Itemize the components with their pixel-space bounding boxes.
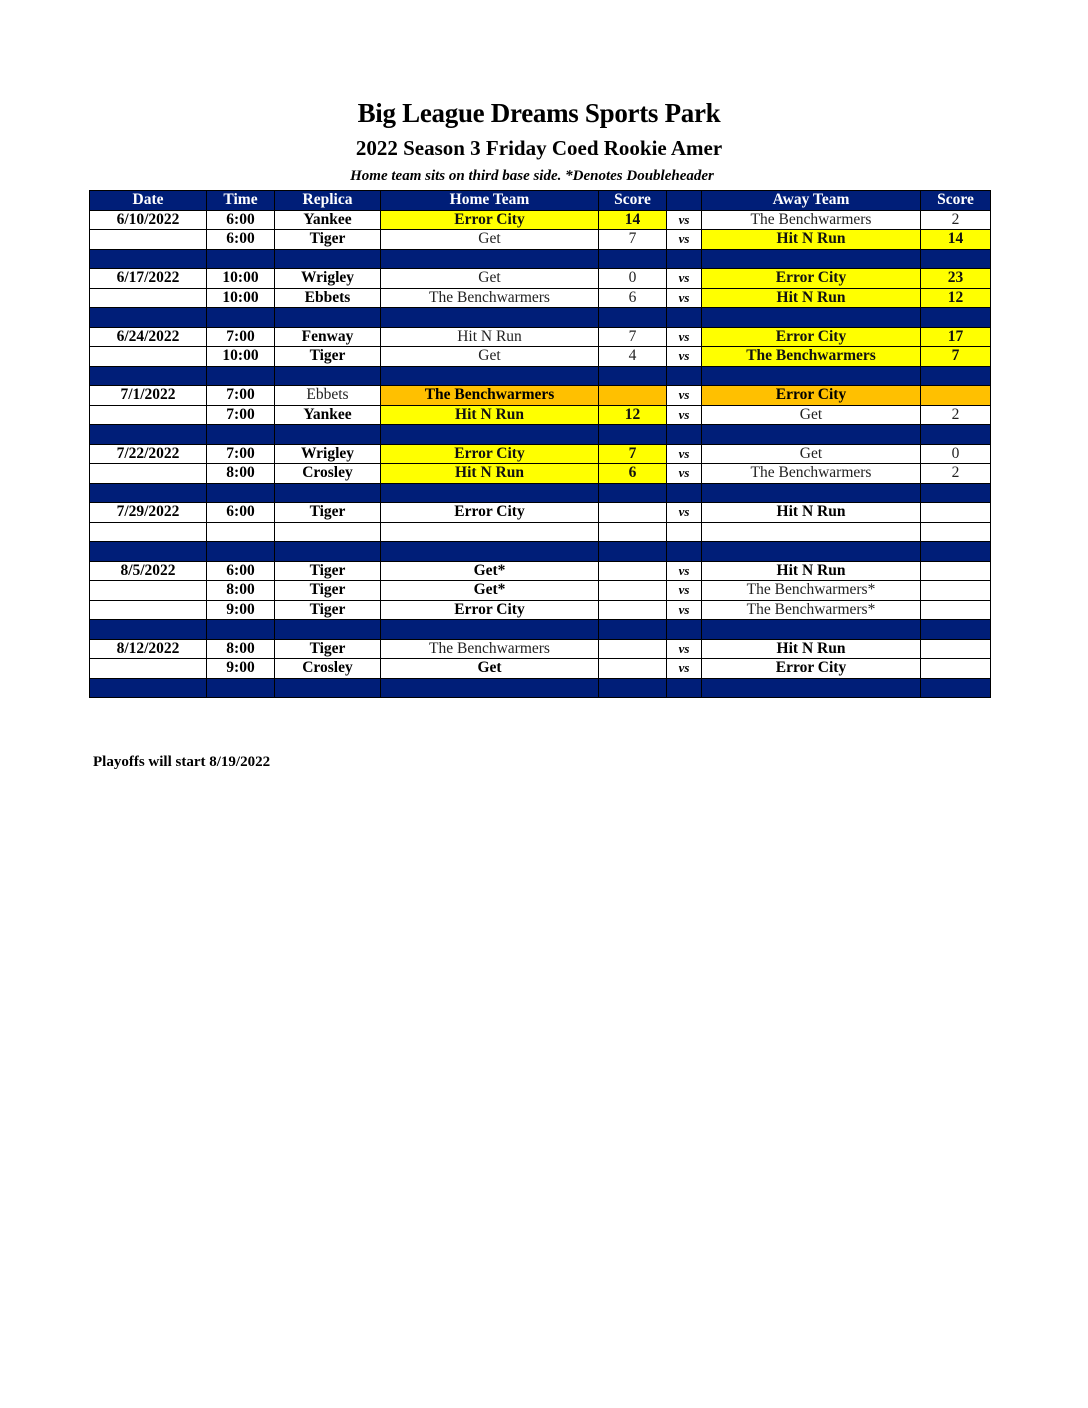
home-team-cell [381,522,599,542]
col-header-time: Time [207,191,275,211]
separator-cell [599,366,667,386]
week-separator-row [90,678,991,698]
separator-cell [381,542,599,562]
home-team-cell: The Benchwarmers [381,288,599,308]
separator-cell [90,425,207,445]
separator-cell [921,620,991,640]
time-cell: 6:00 [207,503,275,523]
time-cell: 9:00 [207,659,275,679]
separator-cell [275,483,381,503]
week-separator-row [90,620,991,640]
away-score-cell [921,659,991,679]
time-cell: 8:00 [207,581,275,601]
separator-cell [90,678,207,698]
date-cell [90,464,207,484]
schedule-table [89,190,991,698]
home-team-cell: Hit N Run [381,327,599,347]
week-separator-row [90,249,991,269]
game-row [90,522,991,542]
date-cell [90,347,207,367]
separator-cell [207,308,275,328]
separator-cell [599,425,667,445]
away-team-cell: Hit N Run [702,503,921,523]
replica-cell [275,522,381,542]
home-score-cell [599,600,667,620]
home-team-cell: Error City [381,600,599,620]
time-cell: 10:00 [207,347,275,367]
home-score-cell: 7 [599,444,667,464]
date-cell: 7/1/2022 [90,386,207,406]
game-row [90,444,991,464]
away-score-cell [921,522,991,542]
away-team-cell: Error City [702,386,921,406]
replica-cell: Ebbets [275,386,381,406]
home-score-cell [599,659,667,679]
vs-cell: vs [667,327,702,347]
separator-cell [599,542,667,562]
home-team-cell: Error City [381,503,599,523]
separator-cell [207,620,275,640]
page-subtitle: 2022 Season 3 Friday Coed Rookie Amer [355,136,723,160]
page-title: Big League Dreams Sports Park [357,98,721,128]
vs-cell: vs [667,659,702,679]
home-team-cell: Hit N Run [381,464,599,484]
home-team-cell: Get [381,347,599,367]
away-score-cell: 17 [921,327,991,347]
replica-cell: Tiger [275,503,381,523]
time-cell: 7:00 [207,386,275,406]
away-score-cell [921,386,991,406]
separator-cell [381,249,599,269]
away-team-cell: Hit N Run [702,561,921,581]
away-score-cell: 2 [921,210,991,230]
separator-cell [207,542,275,562]
away-score-cell: 12 [921,288,991,308]
date-cell [90,600,207,620]
home-team-cell: Hit N Run [381,405,599,425]
time-cell: 6:00 [207,230,275,250]
separator-cell [599,249,667,269]
replica-cell: Tiger [275,230,381,250]
away-team-cell: Error City [702,327,921,347]
col-header-replica: Replica [275,191,381,211]
home-score-cell [599,639,667,659]
vs-cell: vs [667,600,702,620]
game-row [90,464,991,484]
home-score-cell: 7 [599,327,667,347]
game-row [90,386,991,406]
away-score-cell: 14 [921,230,991,250]
home-score-cell: 12 [599,405,667,425]
home-score-cell: 7 [599,230,667,250]
game-row [90,581,991,601]
home-score-cell: 0 [599,269,667,289]
away-score-cell: 0 [921,444,991,464]
playoffs-note: Playoffs will start 8/19/2022 [93,754,271,770]
vs-cell: vs [667,386,702,406]
away-score-cell [921,639,991,659]
replica-cell: Tiger [275,581,381,601]
separator-cell [702,483,921,503]
separator-cell [667,542,702,562]
game-row [90,269,991,289]
home-score-cell [599,581,667,601]
separator-cell [702,678,921,698]
separator-cell [90,542,207,562]
home-team-cell: Get [381,230,599,250]
separator-cell [702,542,921,562]
separator-cell [90,249,207,269]
header-row [90,191,991,211]
replica-cell: Wrigley [275,269,381,289]
separator-cell [275,542,381,562]
date-cell [90,522,207,542]
separator-cell [921,678,991,698]
vs-cell: vs [667,405,702,425]
week-separator-row [90,542,991,562]
time-cell: 7:00 [207,327,275,347]
separator-cell [667,483,702,503]
vs-cell: vs [667,230,702,250]
separator-cell [275,249,381,269]
home-team-cell: Get [381,269,599,289]
away-team-cell [702,522,921,542]
separator-cell [921,249,991,269]
separator-cell [599,620,667,640]
away-score-cell: 7 [921,347,991,367]
away-team-cell: The Benchwarmers [702,210,921,230]
time-cell: 9:00 [207,600,275,620]
home-team-cell: The Benchwarmers [381,386,599,406]
game-row [90,347,991,367]
game-row [90,659,991,679]
away-team-cell: Error City [702,659,921,679]
separator-cell [702,620,921,640]
away-score-cell [921,581,991,601]
separator-cell [275,366,381,386]
vs-cell: vs [667,503,702,523]
home-team-cell: Error City [381,444,599,464]
away-score-cell [921,503,991,523]
replica-cell: Yankee [275,405,381,425]
week-separator-row [90,425,991,445]
vs-cell: vs [667,444,702,464]
time-cell: 10:00 [207,288,275,308]
replica-cell: Tiger [275,561,381,581]
game-row [90,230,991,250]
separator-cell [921,308,991,328]
time-cell: 7:00 [207,405,275,425]
col-header-date: Date [90,191,207,211]
week-separator-row [90,308,991,328]
time-cell: 7:00 [207,444,275,464]
date-cell: 6/24/2022 [90,327,207,347]
time-cell: 6:00 [207,210,275,230]
date-cell [90,581,207,601]
separator-cell [90,366,207,386]
separator-cell [921,425,991,445]
separator-cell [667,366,702,386]
date-cell: 7/29/2022 [90,503,207,523]
col-header-home-score: Score [599,191,667,211]
separator-cell [921,366,991,386]
date-cell: 8/12/2022 [90,639,207,659]
home-score-cell [599,503,667,523]
vs-cell: vs [667,269,702,289]
replica-cell: Crosley [275,659,381,679]
week-separator-row [90,483,991,503]
away-score-cell: 2 [921,405,991,425]
away-team-cell: The Benchwarmers [702,464,921,484]
away-score-cell [921,561,991,581]
separator-cell [599,483,667,503]
separator-cell [381,425,599,445]
date-cell: 6/17/2022 [90,269,207,289]
game-row [90,210,991,230]
away-team-cell: The Benchwarmers* [702,600,921,620]
separator-cell [207,366,275,386]
vs-cell [667,522,702,542]
separator-cell [90,483,207,503]
separator-cell [702,425,921,445]
game-row [90,600,991,620]
replica-cell: Tiger [275,600,381,620]
separator-cell [381,678,599,698]
vs-cell: vs [667,347,702,367]
game-row [90,639,991,659]
separator-cell [381,620,599,640]
header-note: Home team sits on third base side. *Denotes Doubleheader [350,168,714,184]
game-row [90,327,991,347]
home-team-cell: Get* [381,581,599,601]
away-score-cell [921,600,991,620]
home-team-cell: Get [381,659,599,679]
vs-cell: vs [667,561,702,581]
time-cell: 10:00 [207,269,275,289]
away-team-cell: Error City [702,269,921,289]
game-row [90,561,991,581]
replica-cell: Crosley [275,464,381,484]
home-score-cell: 4 [599,347,667,367]
replica-cell: Fenway [275,327,381,347]
vs-cell: vs [667,210,702,230]
separator-cell [599,308,667,328]
time-cell: 8:00 [207,639,275,659]
game-row [90,288,991,308]
replica-cell: Ebbets [275,288,381,308]
col-header-home-team: Home Team [381,191,599,211]
separator-cell [381,308,599,328]
separator-cell [667,678,702,698]
separator-cell [275,308,381,328]
vs-cell: vs [667,464,702,484]
separator-cell [667,249,702,269]
date-cell [90,230,207,250]
col-header-vs [667,191,702,211]
replica-cell: Wrigley [275,444,381,464]
date-cell [90,288,207,308]
time-cell: 8:00 [207,464,275,484]
away-score-cell: 2 [921,464,991,484]
vs-cell: vs [667,639,702,659]
separator-cell [702,308,921,328]
home-team-cell: Get* [381,561,599,581]
separator-cell [667,620,702,640]
home-team-cell: Error City [381,210,599,230]
home-score-cell: 6 [599,288,667,308]
col-header-away-team: Away Team [702,191,921,211]
separator-cell [381,483,599,503]
separator-cell [599,678,667,698]
away-team-cell: The Benchwarmers* [702,581,921,601]
vs-cell: vs [667,581,702,601]
away-team-cell: Hit N Run [702,288,921,308]
separator-cell [702,366,921,386]
replica-cell: Tiger [275,639,381,659]
away-team-cell: Hit N Run [702,230,921,250]
replica-cell: Yankee [275,210,381,230]
week-separator-row [90,366,991,386]
home-score-cell [599,522,667,542]
vs-cell: vs [667,288,702,308]
date-cell: 7/22/2022 [90,444,207,464]
separator-cell [275,678,381,698]
date-cell [90,659,207,679]
col-header-away-score: Score [921,191,991,211]
time-cell [207,522,275,542]
separator-cell [207,249,275,269]
replica-cell: Tiger [275,347,381,367]
time-cell: 6:00 [207,561,275,581]
separator-cell [275,620,381,640]
separator-cell [275,425,381,445]
separator-cell [90,620,207,640]
separator-cell [702,249,921,269]
away-team-cell: Get [702,444,921,464]
schedule-body [90,191,991,698]
separator-cell [207,678,275,698]
separator-cell [667,308,702,328]
date-cell [90,405,207,425]
separator-cell [207,483,275,503]
home-score-cell [599,386,667,406]
away-team-cell: Get [702,405,921,425]
separator-cell [667,425,702,445]
home-score-cell: 6 [599,464,667,484]
away-score-cell: 23 [921,269,991,289]
date-cell: 6/10/2022 [90,210,207,230]
away-team-cell: The Benchwarmers [702,347,921,367]
separator-cell [207,425,275,445]
game-row [90,405,991,425]
separator-cell [921,542,991,562]
separator-cell [921,483,991,503]
away-team-cell: Hit N Run [702,639,921,659]
home-score-cell: 14 [599,210,667,230]
home-score-cell [599,561,667,581]
separator-cell [381,366,599,386]
game-row [90,503,991,523]
date-cell: 8/5/2022 [90,561,207,581]
separator-cell [90,308,207,328]
home-team-cell: The Benchwarmers [381,639,599,659]
